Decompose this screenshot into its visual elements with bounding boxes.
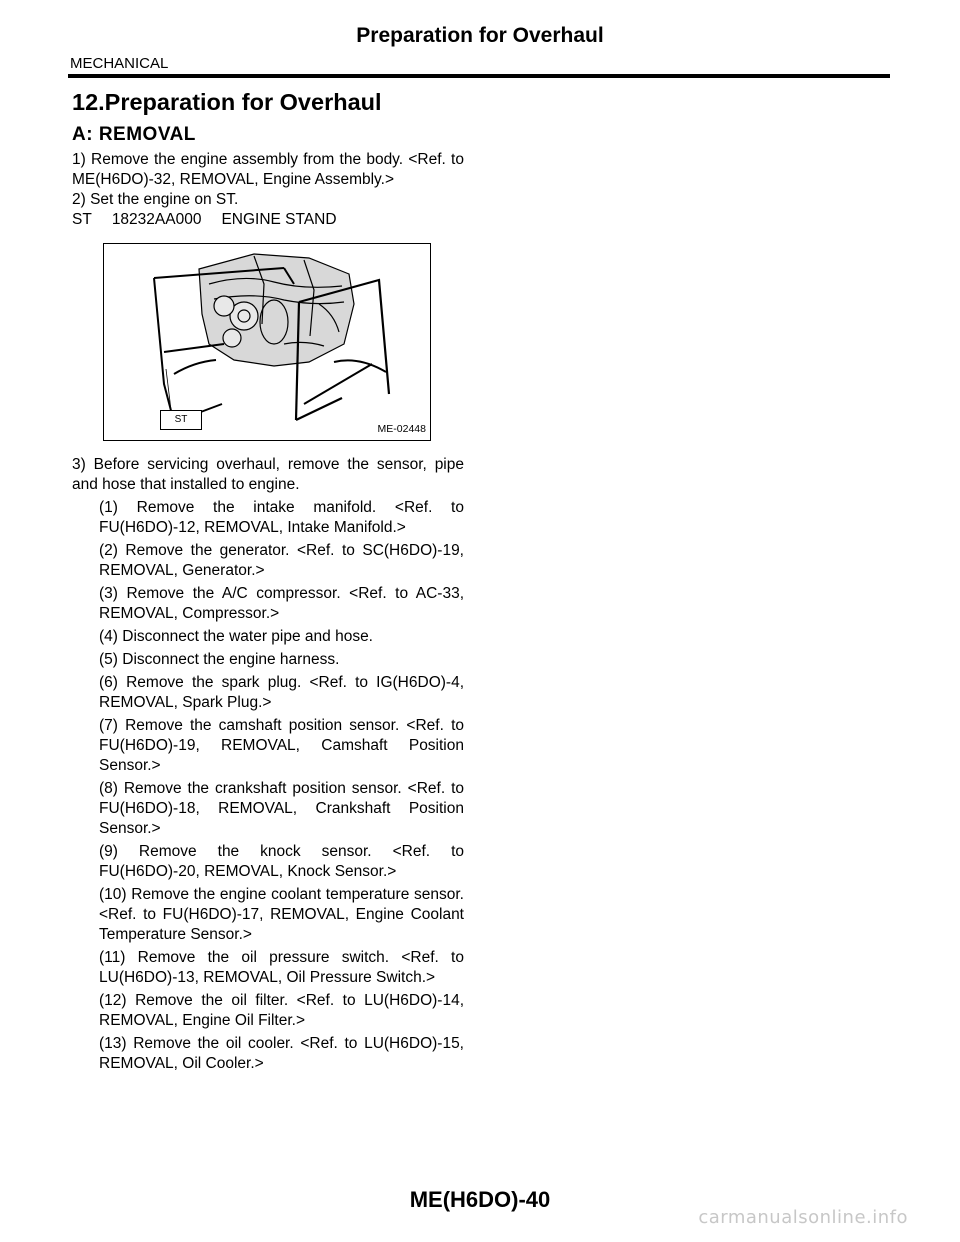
substep-8: (8) Remove the crankshaft position sensor. <Ref. to FU(H6DO)-18, REMOVAL, Crankshaft Position Sensor.> (99, 780, 464, 837)
substep-10: (10) Remove the engine coolant temperature sensor. <Ref. to FU(H6DO)-17, REMOVAL, Engine Coolant Temperature Sensor.> (99, 886, 464, 943)
substep-5: (5) Disconnect the engine harness. (99, 651, 340, 668)
substep-7: (7) Remove the camshaft position sensor. <Ref. to FU(H6DO)-19, REMOVAL, Camshaft Position Sensor.> (99, 717, 464, 774)
engine-on-stand-illustration (104, 244, 430, 440)
figure-callout-st: ST (160, 410, 202, 430)
page-title: Preparation for Overhaul (356, 24, 604, 47)
step-3: 3) Before servicing overhaul, remove the sensor, pipe and hose that installed to engine. (72, 456, 464, 493)
substep-9: (9) Remove the knock sensor. <Ref. to FU(H6DO)-20, REMOVAL, Knock Sensor.> (99, 843, 464, 880)
section-name: MECHANICAL (70, 55, 169, 72)
subsection-heading: A: REMOVAL (72, 124, 196, 145)
substep-11: (11) Remove the oil pressure switch. <Ref. to LU(H6DO)-13, REMOVAL, Oil Pressure Switch.> (99, 949, 464, 986)
figure-id: ME-02448 (377, 423, 426, 435)
special-tool-label: ST (72, 211, 92, 228)
special-tool-name: ENGINE STAND (221, 211, 337, 228)
substep-3: (3) Remove the A/C compressor. <Ref. to AC-33, REMOVAL, Compressor.> (99, 585, 464, 622)
substep-4: (4) Disconnect the water pipe and hose. (99, 628, 373, 645)
substep-1: (1) Remove the intake manifold. <Ref. to FU(H6DO)-12, REMOVAL, Intake Manifold.> (99, 499, 464, 536)
substep-2: (2) Remove the generator. <Ref. to SC(H6DO)-19, REMOVAL, Generator.> (99, 542, 464, 579)
section-heading: 12.Preparation for Overhaul (72, 89, 382, 115)
substep-6: (6) Remove the spark plug. <Ref. to IG(H6DO)-4, REMOVAL, Spark Plug.> (99, 674, 464, 711)
substep-13: (13) Remove the oil cooler. <Ref. to LU(H6DO)-15, REMOVAL, Oil Cooler.> (99, 1035, 464, 1072)
watermark: carmanualsonline.info (698, 1207, 908, 1228)
header-divider (68, 74, 890, 78)
special-tool-line (72, 210, 464, 230)
step-2: 2) Set the engine on ST. (72, 191, 239, 208)
main-content (72, 88, 464, 1074)
special-tool-part-number: 18232AA000 (111, 211, 202, 228)
engine-stand-figure (103, 243, 431, 441)
page-number: ME(H6DO)-40 (409, 1187, 551, 1212)
substep-12: (12) Remove the oil filter. <Ref. to LU(H6DO)-14, REMOVAL, Engine Oil Filter.> (99, 992, 464, 1029)
step-1: 1) Remove the engine assembly from the body. <Ref. to ME(H6DO)-32, REMOVAL, Engine Assembly.> (72, 151, 464, 188)
